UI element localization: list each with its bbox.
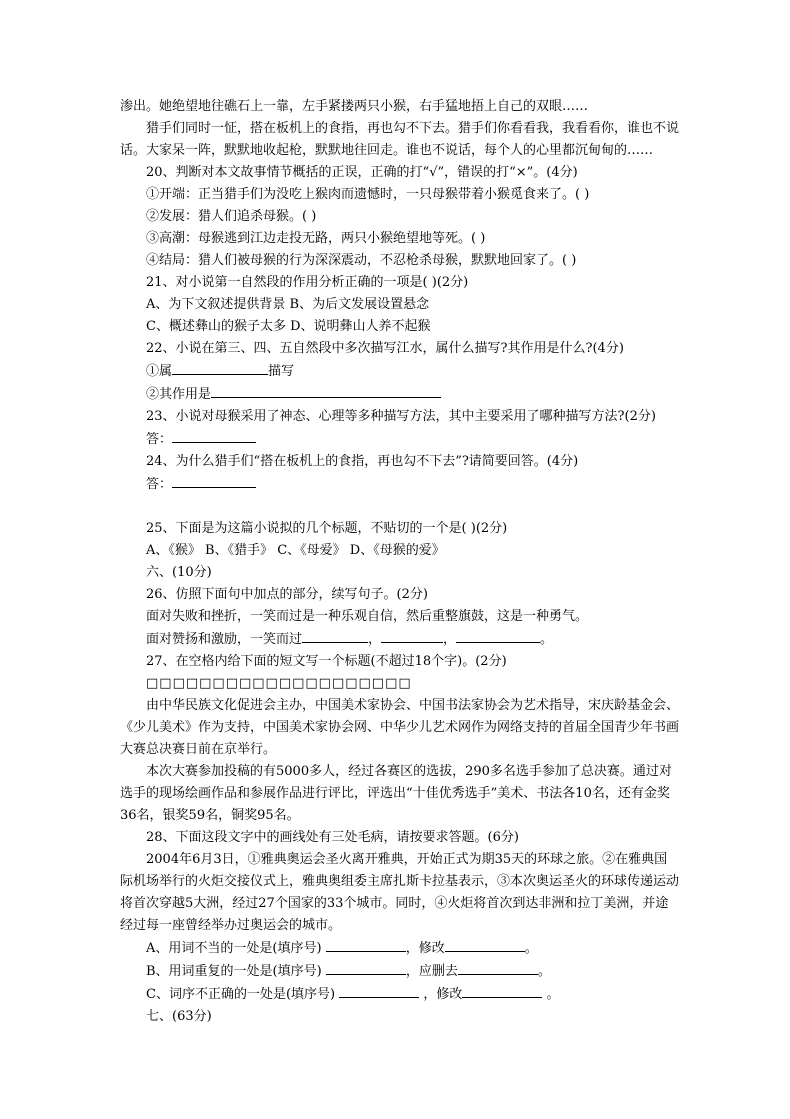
label: 。 (540, 632, 554, 647)
answer-blank[interactable] (339, 983, 419, 998)
label: ，修改 (423, 987, 463, 1002)
label: ， (368, 632, 382, 647)
question-20-item-3: ③高潮：母猴逃到江边走投无路，两只小猴绝望地等死。( ) (146, 231, 486, 246)
question-21-options-cd: C、概述彝山的猴子太多 D、说明彝山人养不起猴 (146, 319, 431, 334)
question-23-answer (120, 428, 680, 451)
question-26: 26、仿照下面句中加点的部分，续写句子。(2分) (146, 587, 428, 602)
story-paragraph: 渗出。她绝望地往礁石上一靠，左手紧搂两只小猴，右手猛地捂上自己的双眼…… (120, 99, 589, 114)
label: 描写 (268, 364, 295, 379)
story-paragraph: 猎手们同时一怔，搭在板机上的食指，再也勾不下去。猎手们你看看我，我看看你，谁也不说话。大家呆一阵，默默地收起枪，默默地往回走。谁也不说话，每个人的心里都沉甸甸的…… (120, 121, 680, 158)
answer-blank[interactable] (172, 428, 256, 443)
question-20: 20、判断对本文故事情节概括的正误，正确的打“√”，错误的打“×”。(4分) (146, 165, 578, 180)
label: C、词序不正确的一处是(填序号) (146, 987, 336, 1002)
label: 。 (524, 941, 538, 956)
answer-blank[interactable] (326, 937, 406, 952)
passage-paragraph: 由中华民族文化促进会主办，中国美术家协会、中国书法家协会为艺术指导，宋庆龄基金会、《少儿美术》作为支持，中国美术家协会网、中华少儿艺术网作为网络支持的首届全国青少年书画大赛总决赛日前在京举行。 (120, 698, 680, 757)
answer-blank[interactable] (462, 983, 542, 998)
passage-paragraph: 本次大赛参加投稿的有5000多人，经过各赛区的选拔，290多名选手参加了总决赛。通过对选手的现场绘画作品和参展作品进行评比，评选出“十佳优秀选手”美术、书法各10名，还有金奖36名，银奖59名，铜奖95名。 (120, 764, 672, 823)
question-25-options: A、《猴》 B、《猎手》 C、《母爱》 D、《母猴的爱》 (146, 543, 445, 558)
answer-blank[interactable] (172, 473, 256, 488)
label: 。 (537, 964, 551, 979)
label: 答： (146, 432, 173, 447)
question-20-item-4: ④结局：猎人们被母猴的行为深深震动，不忍枪杀母猴，默默地回家了。( ) (146, 253, 577, 268)
question-23: 23、小说对母猴采用了神态、心理等多种描写方法，其中主要采用了哪种描写方法?(2分) (146, 409, 656, 424)
question-24: 24、为什么猎手们“搭在板机上的食指，再也勾不下去”?请简要回答。(4分) (146, 454, 579, 469)
question-20-item-1: ①开端：正当猎手们为没吃上猴肉而遗憾时，一只母猴带着小猴觅食来了。( ) (146, 187, 590, 202)
question-25: 25、下面是为这篇小说拟的几个标题，不贴切的一个是( )(2分) (146, 521, 508, 536)
question-27: 27、在空格内给下面的短文写一个标题(不超过18个字)。(2分) (146, 654, 507, 669)
label: ②其作用是 (146, 387, 212, 402)
question-28-passage: 2004年6月3日，①雅典奥运会圣火离开雅典，开始正式为期35天的环球之旅。②在雅典国际机场举行的火炬交接仪式上，雅典奥组委主席扎斯卡拉基表示，③本次奥运圣火的环球传递运动将首次穿越5大洲，经过27个国家的33个城市。同时，④火炬将首次到达非洲和拉丁美洲，并途经过每一座曾经举办过奥运会的城市。 (120, 852, 680, 933)
answer-blank[interactable] (211, 383, 441, 398)
question-28-a (120, 937, 680, 960)
label: ①属 (146, 364, 173, 379)
label: 面对赞扬和激励，一笑而过 (146, 632, 303, 647)
question-22-line-2 (120, 383, 680, 406)
label: 答： (146, 477, 173, 492)
question-26-sentence: 面对失败和挫折，一笑而过是一种乐观自信，然后重整旗鼓，这是一种勇气。 (146, 609, 589, 624)
question-26-fill (120, 628, 680, 651)
label: ，应删去 (405, 964, 458, 979)
question-21: 21、对小说第一自然段的作用分析正确的一项是( )(2分) (146, 275, 469, 290)
label: ，修改 (405, 941, 445, 956)
document-page (120, 96, 680, 1028)
question-28-c (120, 983, 680, 1006)
question-28-b (120, 960, 680, 983)
answer-blank[interactable] (302, 628, 368, 643)
question-20-item-2: ②发展：猎人们追杀母猴。( ) (146, 209, 317, 224)
title-boxes[interactable]: □□□□□□□□□□□□□□□□□□□□ (146, 676, 412, 691)
answer-blank[interactable] (172, 360, 268, 375)
section-6-heading: 六、(10分) (146, 565, 212, 580)
question-22: 22、小说在第三、四、五自然段中多次描写江水，属什么描写?其作用是什么?(4分) (146, 341, 624, 356)
answer-blank[interactable] (381, 628, 443, 643)
question-24-answer (120, 473, 680, 496)
answer-blank[interactable] (445, 937, 525, 952)
answer-blank[interactable] (456, 628, 540, 643)
label: 。 (546, 987, 560, 1002)
question-22-line-1 (120, 360, 680, 383)
section-7-heading: 七、(63分) (146, 1009, 212, 1024)
question-21-options-ab: A、为下文叙述提供背景 B、为后文发展设置悬念 (146, 297, 430, 312)
question-28: 28、下面这段文字中的画线处有三处毛病，请按要求答题。(6分) (146, 830, 519, 845)
answer-blank[interactable] (326, 960, 406, 975)
label: ， (443, 632, 457, 647)
label: B、用词重复的一处是(填序号) (146, 964, 322, 979)
label: A、用词不当的一处是(填序号) (146, 941, 322, 956)
answer-blank[interactable] (458, 960, 538, 975)
